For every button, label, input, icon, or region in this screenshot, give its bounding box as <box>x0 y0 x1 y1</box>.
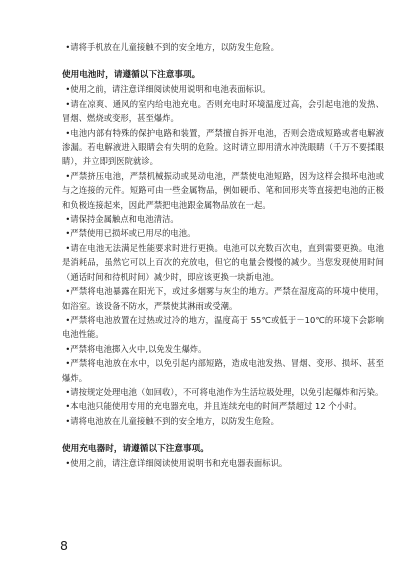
battery-bullet-7: •请在电池无法满足性能要求时进行更换。电池可以充数百次电，直到需要更换。电池是消耗品，虽然它可以上百次的充放电，但它的电量会慢慢的减少。当您发现使用时间（通话时间和待机时间）减少时，即应该更换一块新电池。 <box>62 242 384 282</box>
battery-section-heading: 使用电池时，请遵循以下注意事项。 <box>62 70 201 81</box>
battery-bullet-9: •严禁将电池放置在过热或过冷的地方，温度高于 55℃或低于－10℃的环境下会影响电池性能。 <box>62 314 384 340</box>
battery-bullet-3: •电池内部有特殊的保护电路和装置，严禁擅自拆开电池，否则会造成短路或者电解液渗漏。若电解液进入眼睛会有失明的危险。这时请立即用清水冲洗眼睛（千万不要揉眼睛），并立即到医院就诊。 <box>62 127 384 167</box>
section-spacer <box>62 54 384 68</box>
battery-bullet-14: •请将电池放在儿童接触不到的安全地方，以防发生危险。 <box>65 415 279 426</box>
intro-bullet: •请将手机放在儿童接触不到的安全地方，以防发生危险。 <box>65 42 279 52</box>
battery-section <box>62 68 384 428</box>
battery-bullet-11: •严禁将电池放在水中，以免引起内部短路，造成电池发热、冒烟、变形、损坏、甚至爆炸。 <box>62 358 384 383</box>
battery-bullet-1: •使用之前，请注意详细阅读使用说明和电池表面标识。 <box>65 84 271 95</box>
battery-bullet-6: •严禁使用已损坏或已用尽的电池。 <box>65 228 196 239</box>
section-spacer <box>62 428 384 442</box>
battery-bullet-8: •严禁将电池暴露在阳光下，或过多烟雾与灰尘的地方。严禁在湿度高的环境中使用，如浴室。该设备不防水，严禁使其淋雨或受潮。 <box>62 286 384 311</box>
battery-bullet-12: •请按规定处理电池（如回收），不可将电池作为生活垃圾处理，以免引起爆炸和污染。 <box>65 386 384 397</box>
document-body <box>62 40 384 471</box>
battery-bullet-13: •本电池只能使用专用的充电器充电，并且连续充电的时间严禁超过 12 个小时。 <box>65 401 362 412</box>
battery-bullet-4: •严禁挤压电池，严禁机械振动或晃动电池，严禁使电池短路，因为这样会损坏电池或与之连接的元件。短路可由一些金属物品，例如硬币、笔和回形夹等直接把电池的正极和负极连接起来，因此严禁把电池跟金属物品放在一起。 <box>62 170 384 210</box>
page-number: 8 <box>60 538 68 553</box>
charger-bullet-1: •使用之前，请注意详细阅读使用说明书和充电器表面标识。 <box>65 458 288 469</box>
battery-bullet-5: •请保持金属触点和电池清洁。 <box>65 214 179 225</box>
charger-section <box>62 442 384 470</box>
battery-bullet-2: •请在凉爽、通风的室内给电池充电。否则充电时环境温度过高，会引起电池的发热、冒烟、燃烧或变形，甚至爆炸。 <box>62 98 384 124</box>
battery-bullet-10: •严禁将电池掷入火中,以免发生爆炸。 <box>65 343 207 354</box>
charger-section-heading: 使用充电器时，请遵循以下注意事项。 <box>62 444 209 455</box>
